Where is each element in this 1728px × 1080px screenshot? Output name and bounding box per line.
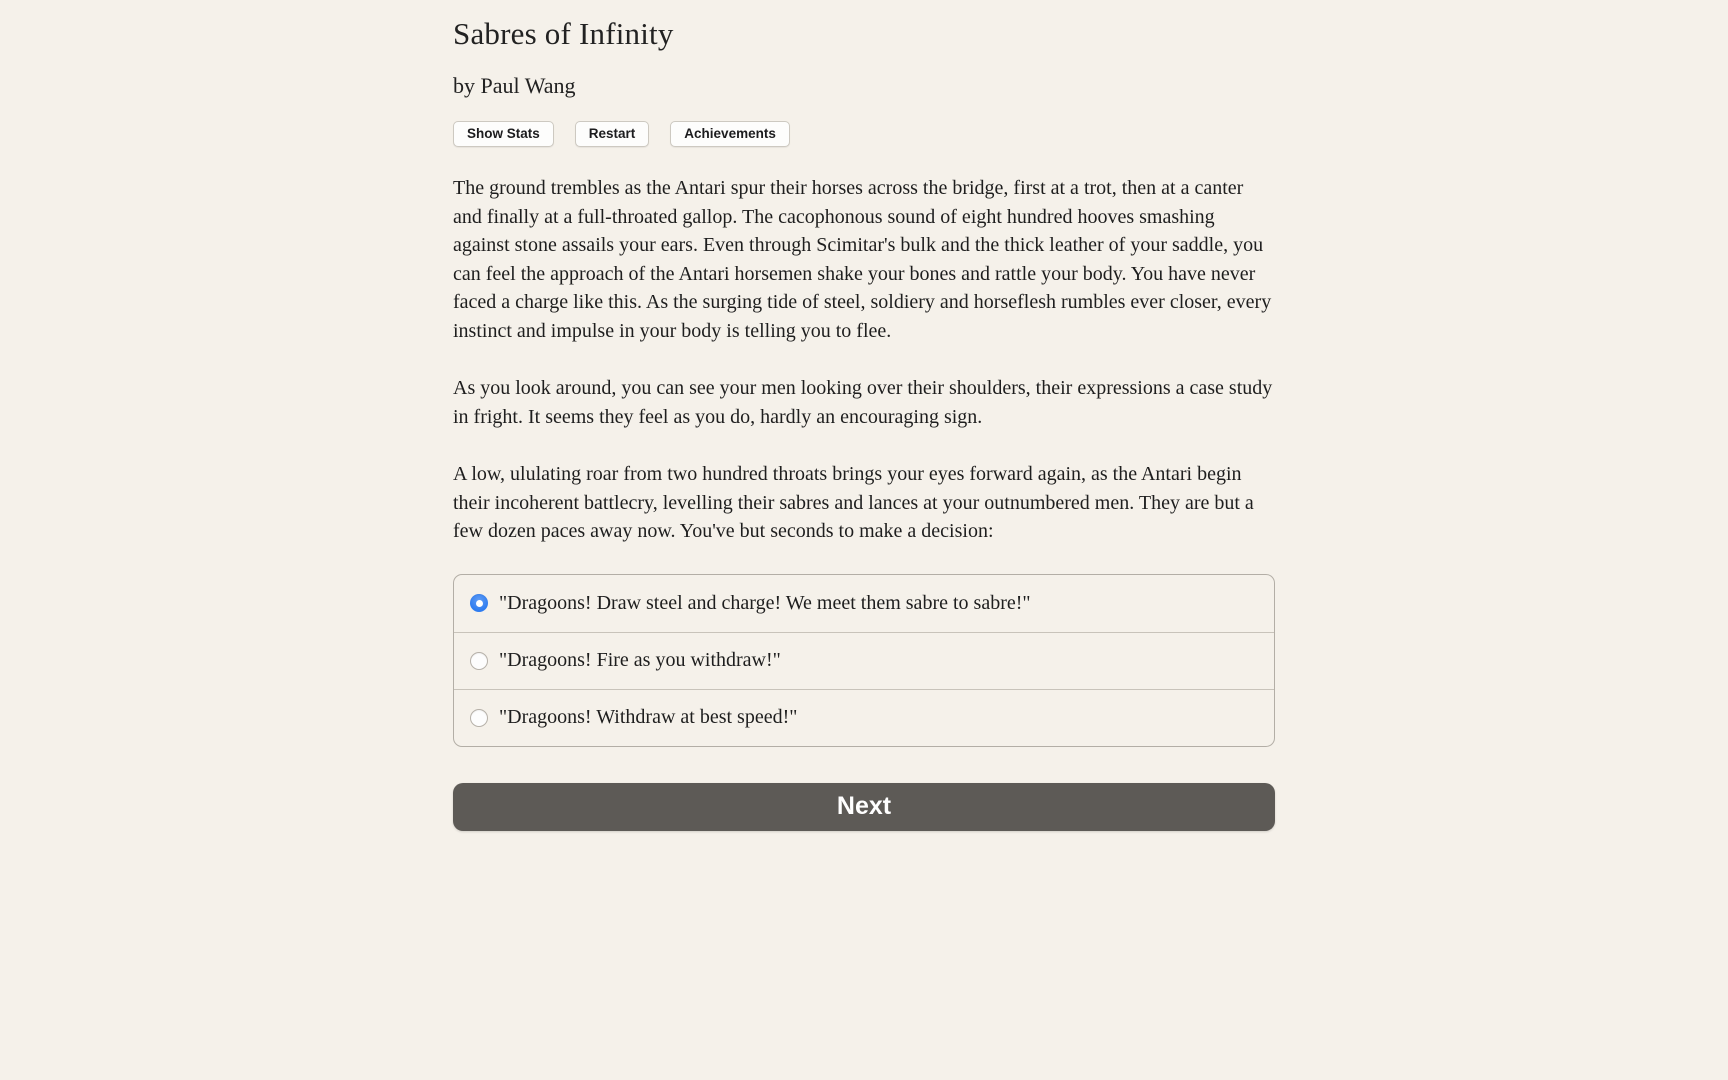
choice-option-label: "Dragoons! Draw steel and charge! We meet them sabre to sabre!" [499,591,1031,614]
show-stats-button[interactable]: Show Stats [453,121,554,147]
radio-button-icon[interactable] [470,709,488,727]
page-title: Sabres of Infinity [453,16,674,51]
story-paragraph: A low, ululating roar from two hundred throats brings your eyes forward again, as the Antari begin their incoherent battlecry, levelling their sabres and lances at your outnumbered men. They are but a few dozen paces away now. You've but seconds to make a decision: [453,463,1254,543]
toolbar [453,121,1275,147]
choice-option-label: "Dragoons! Withdraw at best speed!" [499,706,798,729]
game-page [453,0,1275,831]
radio-button-icon[interactable] [470,594,488,612]
choice-option-fire-withdraw[interactable] [454,632,1274,689]
story-paragraph: As you look around, you can see your men looking over their shoulders, their expressions a case study in fright. It seems they feel as you do, hardly an encouraging sign. [453,377,1273,428]
radio-button-icon[interactable] [470,652,488,670]
choice-option-withdraw-speed[interactable] [454,689,1274,746]
restart-button[interactable]: Restart [575,121,650,147]
choice-option-label: "Dragoons! Fire as you withdraw!" [499,649,781,672]
choice-option-charge[interactable] [454,575,1274,632]
author-byline: by Paul Wang [453,73,576,98]
choice-list [453,574,1275,747]
story-paragraph: The ground trembles as the Antari spur their horses across the bridge, first at a trot, then at a canter and finally at a full-throated gallop. The cacophonous sound of eight hundred hooves smashing against stone assails your ears. Even through Scimitar's bulk and the thick leather of your saddle, you can feel the approach of the Antari horsemen shake your bones and rattle your body. You have never faced a charge like this. As the surging tide of steel, soldiery and horseflesh rumbles ever closer, every instinct and impulse in your body is telling you to flee. [453,177,1272,342]
story-text [453,174,1275,546]
achievements-button[interactable]: Achievements [670,121,790,147]
next-button[interactable]: Next [453,783,1275,831]
